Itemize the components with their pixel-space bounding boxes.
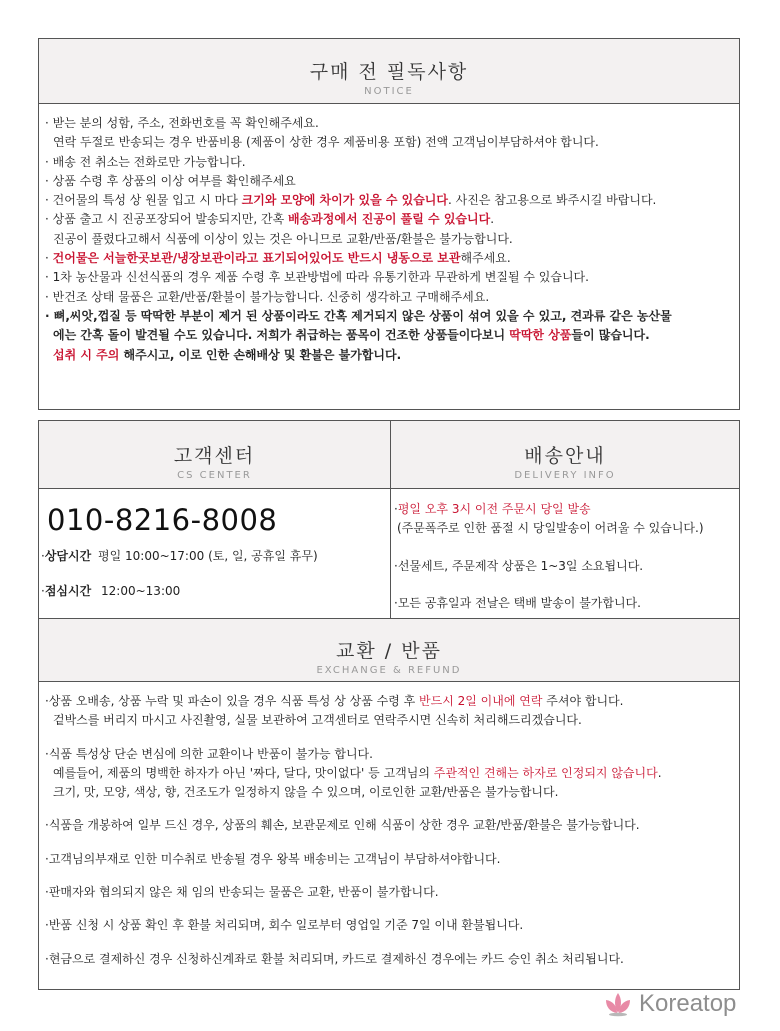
notice-line: · 1차 농산물과 신선식품의 경우 제품 수령 후 보관방법에 따라 유통기한과 무관하게 변질될 수 있습니다. <box>45 270 589 285</box>
delivery-line-3: ·선물세트, 주문제작 상품은 1~3일 소요됩니다. <box>394 558 644 573</box>
exchange-line: 예를들어, 제품의 명백한 하자가 아닌 '짜다, 달다, 맛이없다' 등 고객님의 주관적인 견해는 하자로 인정되지 않습니다. <box>53 765 662 780</box>
cs-delivery-box <box>38 420 740 618</box>
notice-header <box>39 39 739 104</box>
cs-phone: 010-8216-8008 <box>47 503 278 537</box>
notice-line: · 건어물의 특성 상 원물 입고 시 마다 크기와 모양에 차이가 있을 수 있습니다. 사진은 참고용으로 봐주시길 바랍니다. <box>45 193 657 208</box>
delivery-column <box>391 421 739 619</box>
notice-line: 섭취 시 주의 해주시고, 이로 인한 손해배상 및 환불은 불가합니다. <box>53 347 402 362</box>
delivery-title: 배송안내 <box>524 445 606 467</box>
notice-title: 구매 전 필독사항 <box>309 61 469 83</box>
exchange-item <box>45 883 733 902</box>
exchange-item <box>45 816 733 835</box>
exchange-title: 교환 / 반품 <box>336 640 442 662</box>
exchange-header <box>39 619 739 682</box>
cs-center-column <box>39 421 391 619</box>
exchange-line: ·상품 오배송, 상품 누락 및 파손이 있을 경우 식품 특성 상 상품 수령 후 반드시 2일 이내에 연락 주셔야 합니다. <box>45 694 624 708</box>
exchange-line: ·현금으로 결제하신 경우 신청하신계좌로 환불 처리되며, 카드로 결제하신 경우에는 카드 승인 취소 처리됩니다. <box>45 951 624 966</box>
notice-line: · 상품 수령 후 상품의 이상 여부를 확인해주세요 <box>45 173 296 188</box>
lotus-icon <box>603 991 633 1017</box>
notice-line: · 받는 분의 성함, 주소, 전화번호를 꼭 확인해주세요. <box>45 116 319 130</box>
exchange-line: ·고객님의부재로 인한 미수취로 반송될 경우 왕복 배송비는 고객님이 부담하셔야합니다. <box>45 851 501 866</box>
koreatop-logo <box>603 990 736 1018</box>
notice-line: · 배송 전 취소는 전화로만 가능합니다. <box>45 154 246 169</box>
cs-hours-label: 상담시간 <box>44 549 92 563</box>
exchange-line: ·판매자와 협의되지 않은 채 임의 반송되는 물품은 교환, 반품이 불가합니다. <box>45 885 439 900</box>
cs-hours-value: 평일 10:00~17:00 (토, 일, 공휴일 휴무) <box>98 549 318 563</box>
exchange-item <box>45 916 733 935</box>
notice-line: · 뼈,씨앗,껍질 등 딱딱한 부분이 제거 된 상품이라도 간혹 제거되지 않은 상품이 섞여 있을 수 있고, 견과류 같은 농산물 <box>45 308 672 323</box>
exchange-item <box>45 745 733 803</box>
cs-subtitle: CS CENTER <box>177 470 252 481</box>
notice-subtitle: NOTICE <box>364 86 414 97</box>
exchange-line: ·반품 신청 시 상품 확인 후 환불 처리되며, 회수 일로부터 영업일 기준 7일 이내 환불됩니다. <box>45 918 524 933</box>
cs-header <box>39 421 390 489</box>
exchange-line: 크기, 맛, 모양, 색상, 향, 건조도가 일정하지 않을 수 있으며, 이로인한 교환/반품은 불가능합니다. <box>53 785 559 800</box>
notice-line: 에는 간혹 돌이 발견될 수도 있습니다. 저희가 취급하는 품목이 건조한 상품들이다보니 딱딱한 상품들이 많습니다. <box>53 328 650 343</box>
cs-title: 고객센터 <box>173 445 256 467</box>
exchange-item <box>45 692 733 731</box>
delivery-subtitle: DELIVERY INFO <box>514 470 616 481</box>
cs-lunch-label: 점심시간 <box>44 584 92 599</box>
delivery-line-1: ·평일 오후 3시 이전 주문시 당일 발송 <box>394 502 591 516</box>
notice-box <box>38 38 740 410</box>
delivery-header <box>391 421 739 489</box>
exchange-item <box>45 850 733 869</box>
cs-hours-row: ·상담시간 평일 10:00~17:00 (토, 일, 공휴일 휴무) <box>41 549 318 563</box>
exchange-item <box>45 950 733 969</box>
notice-line: · 건어물은 서늘한곳보관/냉장보관이라고 표기되어있어도 반드시 냉동으로 보관해주세요. <box>45 251 511 266</box>
notice-line: 연락 두절로 반송되는 경우 반품비용 (제품이 상한 경우 제품비용 포함) 전액 고객님이부담하셔야 합니다. <box>53 135 599 150</box>
notice-line: · 상품 출고 시 진공포장되어 발송되지만, 간혹 배송과정에서 진공이 풀릴 수 있습니다. <box>45 212 495 227</box>
notice-line: 진공이 풀렸다고해서 식품에 이상이 있는 것은 아니므로 교환/반품/환불은 불가능합니다. <box>53 231 513 246</box>
notice-body <box>39 104 739 365</box>
cs-lunch-value: 12:00~13:00 <box>101 584 181 599</box>
notice-line: · 반건조 상태 물품은 교환/반품/환불이 불가능합니다. 신중히 생각하고 구매해주세요. <box>45 289 490 304</box>
exchange-line: 겉박스를 버리지 마시고 사진촬영, 실물 보관하여 고객센터로 연락주시면 신속히 처리해드리겠습니다. <box>53 713 582 728</box>
logo-text: Koreatop <box>639 990 737 1017</box>
exchange-line: ·식품을 개봉하여 일부 드신 경우, 상품의 훼손, 보관문제로 인해 식품이 상한 경우 교환/반품/환불은 불가능합니다. <box>45 818 640 833</box>
exchange-subtitle: EXCHANGE & REFUND <box>316 665 462 676</box>
cs-lunch-row: ·점심시간 12:00~13:00 <box>41 584 181 599</box>
exchange-box <box>38 618 740 990</box>
exchange-line: ·식품 특성상 단순 변심에 의한 교환이나 반품이 불가능 합니다. <box>45 746 373 761</box>
delivery-line-2: (주문폭주로 인한 품절 시 당일발송이 어려울 수 있습니다.) <box>397 521 704 536</box>
delivery-line-4: ·모든 공휴일과 전날은 택배 발송이 불가합니다. <box>394 595 641 610</box>
exchange-body <box>39 682 739 969</box>
